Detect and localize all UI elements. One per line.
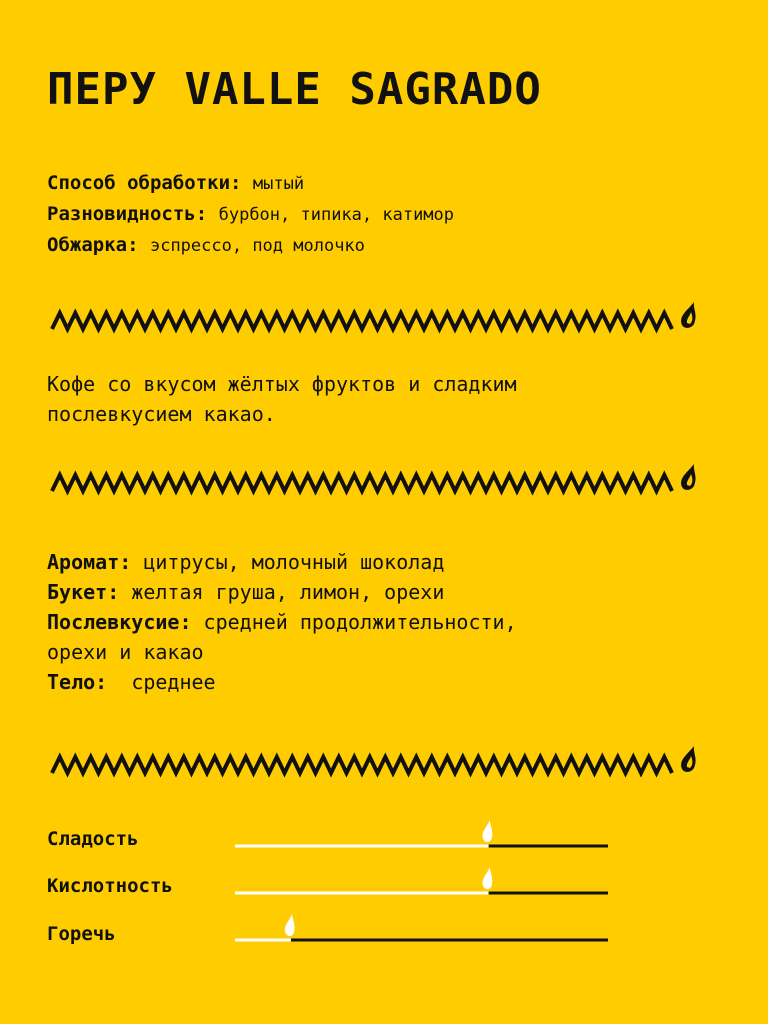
info-value: мытый (252, 174, 305, 194)
flame-icon (285, 914, 295, 936)
info-label: Способ обработки: (47, 172, 242, 194)
profile-label: Аромат: (47, 550, 132, 574)
profile-value: среднее (131, 670, 216, 694)
profile-label: Букет: (47, 580, 120, 604)
description-line: Кофе со вкусом жёлтых фруктов и сладким (47, 372, 517, 396)
scale-label-acidity: Кислотность (47, 875, 173, 897)
sweetness-scale (230, 818, 620, 858)
acidity-scale (230, 865, 620, 905)
page-title: ПЕРУ VALLE SAGRADO (47, 64, 542, 115)
description-line: послевкусием какао. (47, 402, 276, 426)
profile-value: цитрусы, молочный шоколад (143, 550, 445, 574)
profile-label: Послевкусие: (47, 610, 192, 634)
profile-aftertaste-continued: орехи и какао (47, 640, 204, 664)
profile-value: желтая груша, лимон, орехи (131, 580, 445, 604)
bitterness-scale (230, 912, 620, 952)
scale-label-sweetness: Сладость (47, 828, 139, 850)
info-value: бурбон, типика, катимор (218, 205, 455, 225)
info-value: эспрессо, под молочко (149, 236, 365, 256)
flame-icon (483, 867, 493, 889)
profile-label: Тело: (47, 670, 108, 694)
profile-value: средней продолжительности, (203, 610, 517, 634)
info-label: Обжарка: (47, 234, 139, 256)
flame-icon (483, 820, 493, 842)
info-label: Разновидность: (47, 203, 208, 225)
scale-label-bitterness: Горечь (47, 923, 116, 945)
